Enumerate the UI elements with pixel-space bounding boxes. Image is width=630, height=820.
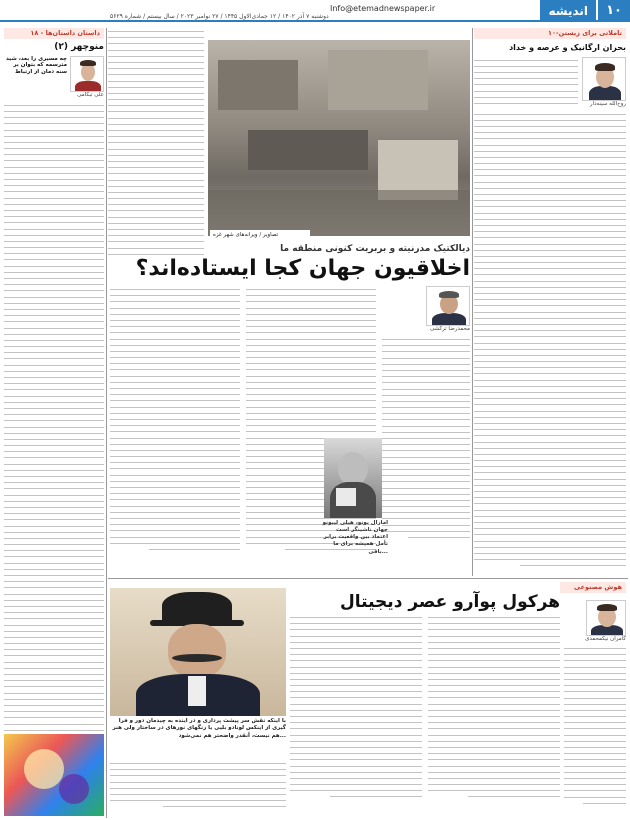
- left-column-tag: داستان داستان‌ها - ۱۸: [4, 28, 104, 39]
- philosopher-photo: [324, 438, 382, 518]
- right-column-body: [474, 111, 626, 569]
- columnist-portrait: [70, 56, 104, 92]
- right-column: [474, 28, 626, 568]
- article-author-portrait: [426, 286, 470, 326]
- left-column-subtitle: چه مسیری را بعد، شید مترسمه که بتوان بر سنه دمان از ارتباط: [6, 55, 67, 75]
- article-author-name: محمدرضا ترکشی: [430, 326, 470, 332]
- dateline: دوشنبه ۷ آذر ۱۴۰۲ / ۱۲ جمادی‌الاول ۱۴۴۵ / ۲۷ نوامبر ۲۰۲۳ / سال بیستم / شماره ۵۶۲۹: [110, 13, 329, 20]
- bottom-author-name: کامران نیکمحمدی: [585, 636, 626, 642]
- right-column-title: بحران ارگانیک و عرصه و خداد: [509, 43, 626, 52]
- bottom-article-body-left: [110, 760, 286, 810]
- left-column-body: [4, 102, 104, 746]
- right-column-tag: تاملاتی برای زیستن-۱۰: [474, 28, 626, 39]
- gaza-rubble-photo: [208, 40, 470, 236]
- bottom-author-portrait: [586, 600, 626, 636]
- left-column-title: منوچهر (۲): [54, 42, 104, 52]
- bottom-article-body: [290, 614, 560, 818]
- poirot-illustration: [110, 588, 286, 716]
- columnist-name: علی تبکامی: [77, 91, 104, 98]
- bottom-article-lead: با اینکه نقش سر پیشت پرداری و در آینده به چیدمان دور و فرا گیری از اینکس لونادو بلیی یا رنگهای نورهای در ساختار ولی هنر هم نیست، آنقدر واضحتر هم نمی‌شود...: [112, 718, 286, 739]
- email-link[interactable]: Info@etemadnewspaper.ir: [330, 4, 436, 13]
- right-intro-text: [474, 57, 578, 107]
- article-kicker: دیالکتیک مدرنیته و بربریت کنونی منطقه ما: [280, 244, 470, 254]
- page-number: ۱۰: [598, 0, 630, 22]
- section-title: اندیشه: [540, 0, 596, 22]
- bottom-author-box: [564, 600, 626, 806]
- inset-caption: آمارال بونو، هیلی لیبونو جهان ناشینگر است اعتماد بین واقعیت برابر تأمل همیشه برای ما باقی...: [322, 520, 388, 555]
- photo-caption: تصاویر / ویرانه‌های شهر غزه: [210, 230, 310, 240]
- left-column: [4, 28, 104, 745]
- section-divider: [108, 578, 628, 579]
- author-name: روح‌الله سینه‌دار: [589, 100, 626, 107]
- bottom-article-headline: هرکول پوآرو عصر دیجیتال: [340, 592, 560, 612]
- column-divider: [472, 28, 473, 576]
- column-divider: [106, 28, 107, 818]
- painting-image: [4, 734, 104, 816]
- middle-column-text: [108, 28, 204, 257]
- author-portrait: [582, 57, 626, 101]
- article-body: [110, 286, 470, 576]
- article-headline: اخلاقیون جهان کجا ایستاده‌اند؟: [135, 256, 470, 281]
- bottom-article-tag: هوش مصنوعی: [560, 582, 626, 593]
